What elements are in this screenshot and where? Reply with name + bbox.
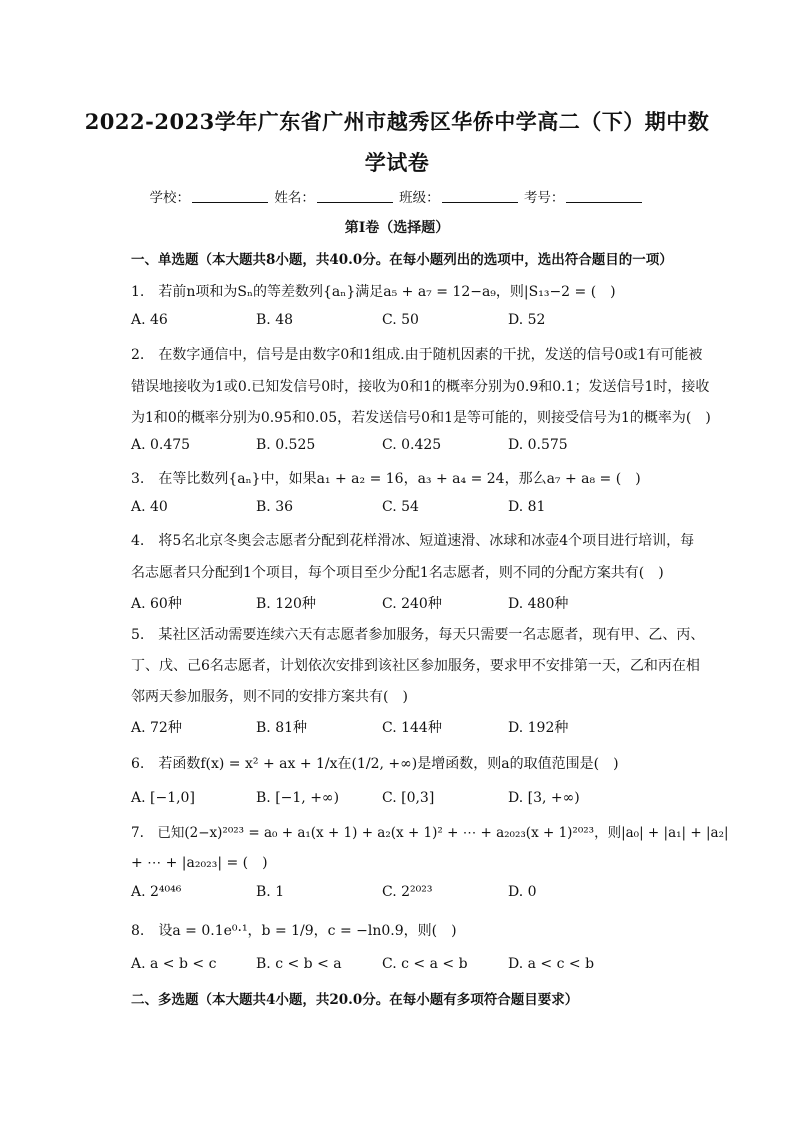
question-1-option-c: C. 50	[382, 312, 419, 328]
question-3-option-d: D. 81	[508, 499, 546, 515]
question-1-option-d: D. 52	[508, 312, 546, 328]
name-blank	[317, 190, 393, 203]
exam-title-line-1: 2022-2023学年广东省广州市越秀区华侨中学高二（下）期中数	[84, 109, 710, 134]
question-2-line-2: 错误地接收为1或0.已知发信号0时，接收为0和1的概率分别为0.9和0.1；发送信号1时，接收	[131, 379, 710, 395]
question-5-line-1: 5. 某社区活动需要连续六天有志愿者参加服务，每天只需要一名志愿者，现有甲、乙、丙、	[131, 627, 705, 643]
question-6-option-a: A. [−1,0]	[131, 790, 195, 806]
question-6-option-b: B. [−1, +∞)	[256, 790, 340, 806]
question-8-option-b: B. c < b < a	[256, 956, 342, 972]
question-8-text: 8. 设a = 0.1e⁰·¹，b = 1/9，c = −ln0.9，则( )	[131, 923, 457, 939]
question-7-line-1: 7. 已知(2−x)²⁰²³ = a₀ + a₁(x + 1) + a₂(x + 1)² + ⋯ + a₂₀₂₃(x + 1)²⁰²³，则|a₀| + |a₁| + |a₂|	[131, 825, 729, 841]
question-3-option-a: A. 40	[131, 499, 168, 515]
question-4-option-c: C. 240种	[382, 596, 442, 612]
school-label: 学校：	[149, 190, 191, 206]
question-4-options	[131, 593, 691, 613]
name-label: 姓名：	[274, 190, 315, 206]
question-7-option-c: C. 2²⁰²³	[382, 884, 433, 900]
class-label: 班级：	[399, 190, 440, 206]
question-4-line-1: 4. 将5名北京冬奥会志愿者分配到花样滑冰、短道速滑、冰球和冰壶4个项目进行培训，每	[131, 533, 695, 549]
section-2-heading: 二、多选题（本大题共4小题，共20.0分。在每小题有多项符合题目要求）	[131, 992, 579, 1008]
question-4-option-a: A. 60种	[131, 596, 182, 612]
question-5-line-2: 丁、戊、己6名志愿者，计划依次安排到该社区参加服务，要求甲不安排第一天，乙和丙在相	[131, 658, 700, 674]
question-1-option-b: B. 48	[256, 312, 294, 328]
question-5-options	[131, 717, 691, 737]
question-8-options	[131, 956, 691, 976]
question-4-option-b: B. 120种	[256, 596, 316, 612]
volume-heading: 第I卷（选择题）	[344, 220, 450, 236]
question-2-option-d: D. 0.575	[508, 437, 568, 453]
question-8-option-a: A. a < b < c	[131, 956, 217, 972]
class-blank	[442, 190, 518, 203]
exam-number-label: 考号：	[523, 190, 565, 206]
question-8-option-c: C. c < a < b	[382, 956, 468, 972]
question-2-option-b: B. 0.525	[256, 437, 316, 453]
question-4-line-2: 名志愿者只分配到1个项目，每个项目至少分配1名志愿者，则不同的分配方案共有( )	[131, 565, 664, 581]
question-1-option-a: A. 46	[131, 312, 168, 328]
question-7-options	[131, 884, 691, 904]
question-2-line-1: 2. 在数字通信中，信号是由数字0和1组成.由于随机因素的干扰，发送的信号0或1有可能被	[131, 347, 703, 363]
question-7-option-d: D. 0	[508, 884, 537, 900]
question-2-option-c: C. 0.425	[382, 437, 442, 453]
question-5-option-a: A. 72种	[131, 720, 182, 736]
question-2-line-3: 为1和0的概率分别为0.95和0.05，若发送信号0和1是等可能的，则接受信号为1的概率为( )	[131, 410, 711, 426]
school-blank	[192, 190, 268, 203]
question-7-option-a: A. 2⁴⁰⁴⁶	[131, 884, 182, 900]
question-7-option-b: B. 1	[256, 884, 285, 900]
question-5-option-c: C. 144种	[382, 720, 442, 736]
question-2-options	[131, 437, 691, 457]
question-3-text: 3. 在等比数列{aₙ}中，如果a₁ + a₂ = 16，a₃ + a₄ = 24，那么a₇ + a₈ = ( )	[131, 471, 641, 487]
question-6-options	[131, 790, 691, 810]
question-7-line-2: + ⋯ + |a₂₀₂₃| = ( )	[131, 855, 268, 871]
exam-number-blank	[566, 190, 642, 203]
question-6-option-d: D. [3, +∞)	[508, 790, 580, 806]
question-6-text: 6. 若函数f(x) = x² + ax + 1/x在(1/2, +∞)是增函数，则a的取值范围是( )	[131, 756, 619, 772]
question-3-option-b: B. 36	[256, 499, 294, 515]
exam-title-line-2: 学试卷	[364, 150, 430, 175]
question-1-options	[131, 312, 691, 332]
question-5-option-b: B. 81种	[256, 720, 308, 736]
question-8-option-d: D. a < c < b	[508, 956, 595, 972]
student-info-row	[0, 186, 794, 206]
question-6-option-c: C. [0,3]	[382, 790, 435, 806]
question-5-option-d: D. 192种	[508, 720, 569, 736]
question-3-options	[131, 499, 691, 519]
question-3-option-c: C. 54	[382, 499, 419, 515]
question-1-text: 1. 若前n项和为Sₙ的等差数列{aₙ}满足a₅ + a₇ = 12−a₉，则|S₁₃−2 = ( )	[131, 284, 616, 300]
section-1-heading: 一、单选题（本大题共8小题，共40.0分。在每小题列出的选项中，选出符合题目的一项）	[131, 252, 673, 268]
question-2-option-a: A. 0.475	[131, 437, 191, 453]
question-5-line-3: 邻两天参加服务，则不同的安排方案共有( )	[131, 689, 408, 705]
question-4-option-d: D. 480种	[508, 596, 569, 612]
